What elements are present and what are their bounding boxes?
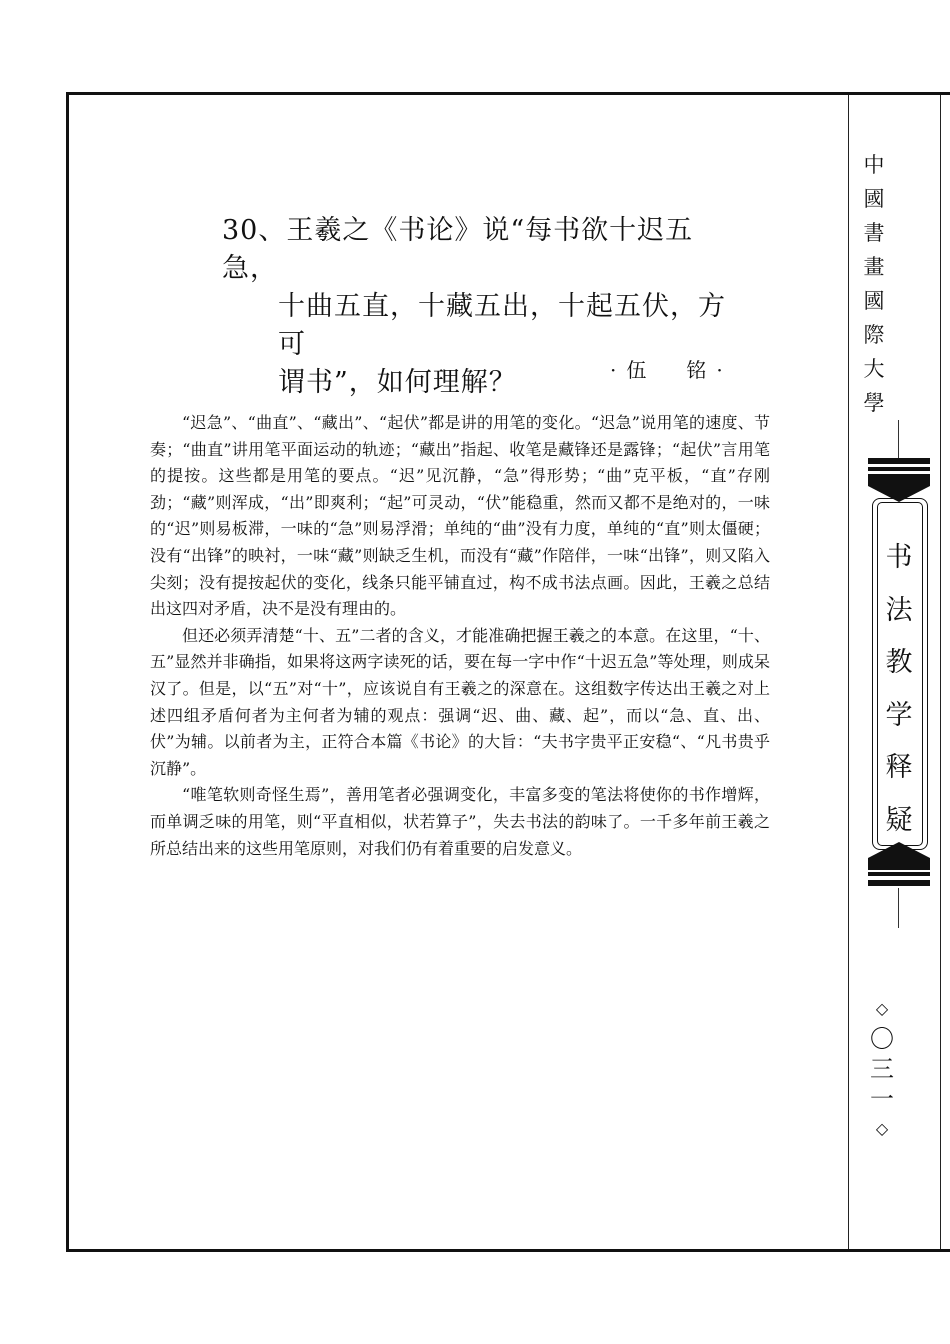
school-char: 書 xyxy=(863,221,885,245)
ornament-chevron-bottom xyxy=(868,842,930,870)
page-digit: 〇 xyxy=(870,1025,894,1053)
frame-bottom-rule xyxy=(66,1249,950,1252)
ornament-bar-top-2 xyxy=(868,467,930,471)
section-char: 释 xyxy=(885,752,913,783)
school-char: 國 xyxy=(863,187,885,211)
page-number-vertical xyxy=(862,994,902,1144)
sidebar-right-rule xyxy=(940,95,941,1249)
page-digit: 一 xyxy=(870,1085,894,1113)
school-char: 際 xyxy=(863,323,885,347)
diamond-icon: ◇ xyxy=(875,999,889,1018)
school-char: 國 xyxy=(863,289,885,313)
author-name: ·伍 铭· xyxy=(610,358,733,382)
article-body xyxy=(150,410,770,862)
ornament-bar-bottom-2 xyxy=(868,880,930,886)
frame-top-rule xyxy=(66,92,950,95)
connector-line-top xyxy=(898,420,899,460)
section-char: 教 xyxy=(885,647,913,678)
question-line-2: 十曲五直，十藏五出，十起五伏，方可 xyxy=(278,291,726,360)
section-char: 学 xyxy=(885,699,913,731)
frame-left-rule xyxy=(66,92,69,1252)
section-char: 书 xyxy=(885,542,913,573)
section-char: 法 xyxy=(885,594,913,626)
diamond-icon: ◇ xyxy=(875,1119,889,1138)
page-digit: 三 xyxy=(870,1055,894,1083)
connector-line-bottom xyxy=(898,888,899,928)
section-char: 疑 xyxy=(885,804,913,836)
section-name-vertical xyxy=(876,532,922,847)
school-name-vertical xyxy=(860,148,888,420)
question-line-1: 30、王羲之《书论》说“每书欲十迟五急， xyxy=(222,215,694,284)
school-char: 畫 xyxy=(863,255,885,279)
sidebar-left-rule xyxy=(848,95,849,1249)
school-char: 中 xyxy=(863,153,885,177)
question-line-3: 谓书”，如何理解？ xyxy=(278,367,517,398)
paragraph-3: “唯笔软则奇怪生焉”，善用笔者必强调变化，丰富多变的笔法将使你的书作增辉，而单调乏味的用笔，则“平直相似，状若算子”，失去书法的韵味了。一千多年前王羲之所总结出来的这些用笔原则，对我们仍有着重要的启发意义。 xyxy=(150,785,770,858)
school-char: 學 xyxy=(863,391,885,415)
ornament-bar-top-1 xyxy=(868,458,930,464)
ornament-bar-bottom-1 xyxy=(868,872,930,876)
paragraph-1: “迟急”、“曲直”、“藏出”、“起伏”都是讲的用笔的变化。“迟急”说用笔的速度、节奏；“曲直”讲用笔平面运动的轨迹；“藏出”指起、收笔是藏锋还是露锋；“起伏”言用笔的提按。这些都是用笔的要点。“迟”见沉静，“急”得形势；“曲”克平板，“直”存刚劲；“藏”则浑成，“出”即爽利；“起”可灵动，“伏”能稳重，然而又都不是绝对的，一味的“迟”则易板滞，一味的“急”则易浮滑；单纯的“曲”没有力度，单纯的“直”则太僵硬；没有“出锋”的映衬，一味“藏”则缺乏生机，而没有“藏”作陪伴，一味“出锋”，则又陷入尖刻；没有提按起伏的变化，线条只能平铺直过，构不成书法点画。因此，王羲之总结出这四对矛盾，决不是没有理由的。 xyxy=(150,413,770,619)
paragraph-2: 但还必须弄清楚“十、五”二者的含义，才能准确把握王羲之的本意。在这里，“十、五”显然并非确指，如果将这两字读死的话，要在每一字中作“十迟五急”等处理，则成呆汉了。但是，以“五”对“十”，应该说自有王羲之的深意在。这组数字传达出王羲之对上述四组矛盾何者为主何者为辅的观点：强调“迟、曲、藏、起”，而以“急、直、出、伏”为辅。以前者为主，正符合本篇《书论》的大旨：“夫书字贵平正安稳“、“凡书贵乎沉静”。 xyxy=(150,625,770,778)
school-char: 大 xyxy=(863,357,885,381)
